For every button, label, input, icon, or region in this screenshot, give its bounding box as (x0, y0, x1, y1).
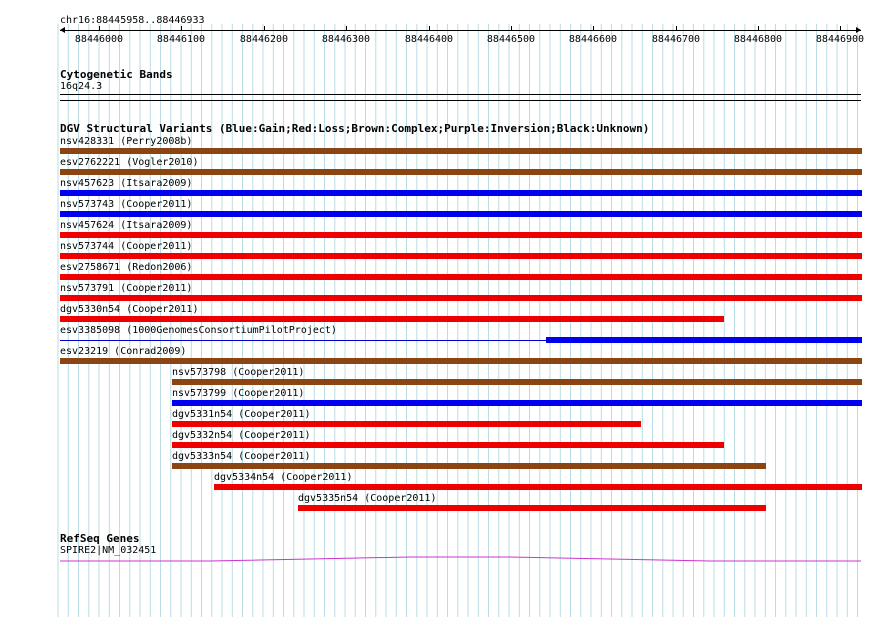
ruler-tick-mark (429, 26, 430, 31)
dgv-variant-bar[interactable] (172, 442, 724, 448)
ruler-right-arrow-icon (856, 27, 861, 33)
ruler-tick-label: 88446200 (239, 34, 289, 45)
dgv-variant-bar[interactable] (172, 400, 862, 406)
region-label: chr16:88445958..88446933 (60, 15, 205, 26)
dgv-variant-label[interactable]: esv2762221 (Vogler2010) (60, 157, 199, 168)
dgv-variant-bar[interactable] (60, 358, 862, 364)
ruler-left-arrow-icon (60, 27, 65, 33)
ruler-tick-mark (346, 26, 347, 31)
cytoband-line-bottom (60, 100, 861, 101)
ruler-tick-mark (676, 26, 677, 31)
dgv-variant-label[interactable]: nsv457623 (Itsara2009) (60, 178, 193, 189)
dgv-variant-bar[interactable] (60, 148, 862, 154)
dgv-variant-bar[interactable] (60, 253, 862, 259)
cytoband-line-top (60, 94, 861, 95)
dgv-variant-bar[interactable] (60, 295, 862, 301)
dgv-variant-label[interactable]: nsv573743 (Cooper2011) (60, 199, 193, 210)
ruler-tick-mark (593, 26, 594, 31)
ruler-tick-mark (264, 26, 265, 31)
dgv-variant-label[interactable]: nsv428331 (Perry2008b) (60, 136, 193, 147)
dgv-variant-connector (60, 340, 546, 341)
dgv-variant-bar[interactable] (60, 316, 724, 322)
dgv-variant-label[interactable]: nsv573799 (Cooper2011) (172, 388, 305, 399)
dgv-variant-bar[interactable] (214, 484, 862, 490)
dgv-variant-bar[interactable] (60, 232, 862, 238)
ruler-tick-label: 88446700 (651, 34, 701, 45)
dgv-variant-label[interactable]: dgv5331n54 (Cooper2011) (172, 409, 311, 420)
dgv-variant-bar[interactable] (172, 463, 766, 469)
ruler-tick-label: 88446100 (156, 34, 206, 45)
cytoband-name[interactable]: 16q24.3 (60, 81, 103, 92)
dgv-variant-label[interactable]: dgv5335n54 (Cooper2011) (298, 493, 437, 504)
dgv-variant-bar[interactable] (172, 421, 641, 427)
refseq-gene-model[interactable] (0, 550, 890, 570)
ruler-tick-mark (758, 26, 759, 31)
dgv-variant-label[interactable]: nsv457624 (Itsara2009) (60, 220, 193, 231)
refseq-track-title[interactable]: RefSeq Genes (60, 532, 140, 545)
dgv-variant-label[interactable]: dgv5330n54 (Cooper2011) (60, 304, 199, 315)
dgv-variant-bar[interactable] (172, 379, 862, 385)
dgv-variant-label[interactable]: esv23219 (Conrad2009) (60, 346, 187, 357)
ruler-tick-mark (511, 26, 512, 31)
dgv-variant-label[interactable]: nsv573744 (Cooper2011) (60, 241, 193, 252)
dgv-variant-label[interactable]: dgv5332n54 (Cooper2011) (172, 430, 311, 441)
dgv-variant-bar[interactable] (60, 274, 862, 280)
ruler-tick-mark (181, 26, 182, 31)
dgv-variant-label[interactable]: esv3385098 (1000GenomesConsortiumPilotProject) (60, 325, 337, 336)
dgv-track-title[interactable]: DGV Structural Variants (Blue:Gain;Red:Loss;Brown:Complex;Purple:Inversion;Black:Unknown) (60, 122, 650, 135)
ruler-tick-label: 88446600 (568, 34, 618, 45)
dgv-variant-bar[interactable] (298, 505, 766, 511)
dgv-variant-label[interactable]: nsv573791 (Cooper2011) (60, 283, 193, 294)
ruler-tick-label: 88446000 (74, 34, 124, 45)
refseq-gene-label[interactable]: SPIRE2|NM_032451 (60, 545, 157, 556)
dgv-variant-bar[interactable] (60, 169, 862, 175)
cytoband-track-title[interactable]: Cytogenetic Bands (60, 68, 173, 81)
ruler-tick-label: 88446300 (321, 34, 371, 45)
dgv-variant-bar[interactable] (60, 190, 862, 196)
dgv-variant-label[interactable]: nsv573798 (Cooper2011) (172, 367, 305, 378)
ruler-tick-mark (840, 26, 841, 31)
ruler-tick-label: 88446900 (815, 34, 865, 45)
ruler-tick-label: 88446800 (733, 34, 783, 45)
dgv-variant-bar[interactable] (546, 337, 862, 343)
ruler-tick-mark (99, 26, 100, 31)
dgv-variant-label[interactable]: esv2758671 (Redon2006) (60, 262, 193, 273)
ruler-tick-label: 88446400 (404, 34, 454, 45)
dgv-variant-label[interactable]: dgv5333n54 (Cooper2011) (172, 451, 311, 462)
dgv-variant-bar[interactable] (60, 211, 862, 217)
dgv-variant-label[interactable]: dgv5334n54 (Cooper2011) (214, 472, 353, 483)
ruler-tick-label: 88446500 (486, 34, 536, 45)
